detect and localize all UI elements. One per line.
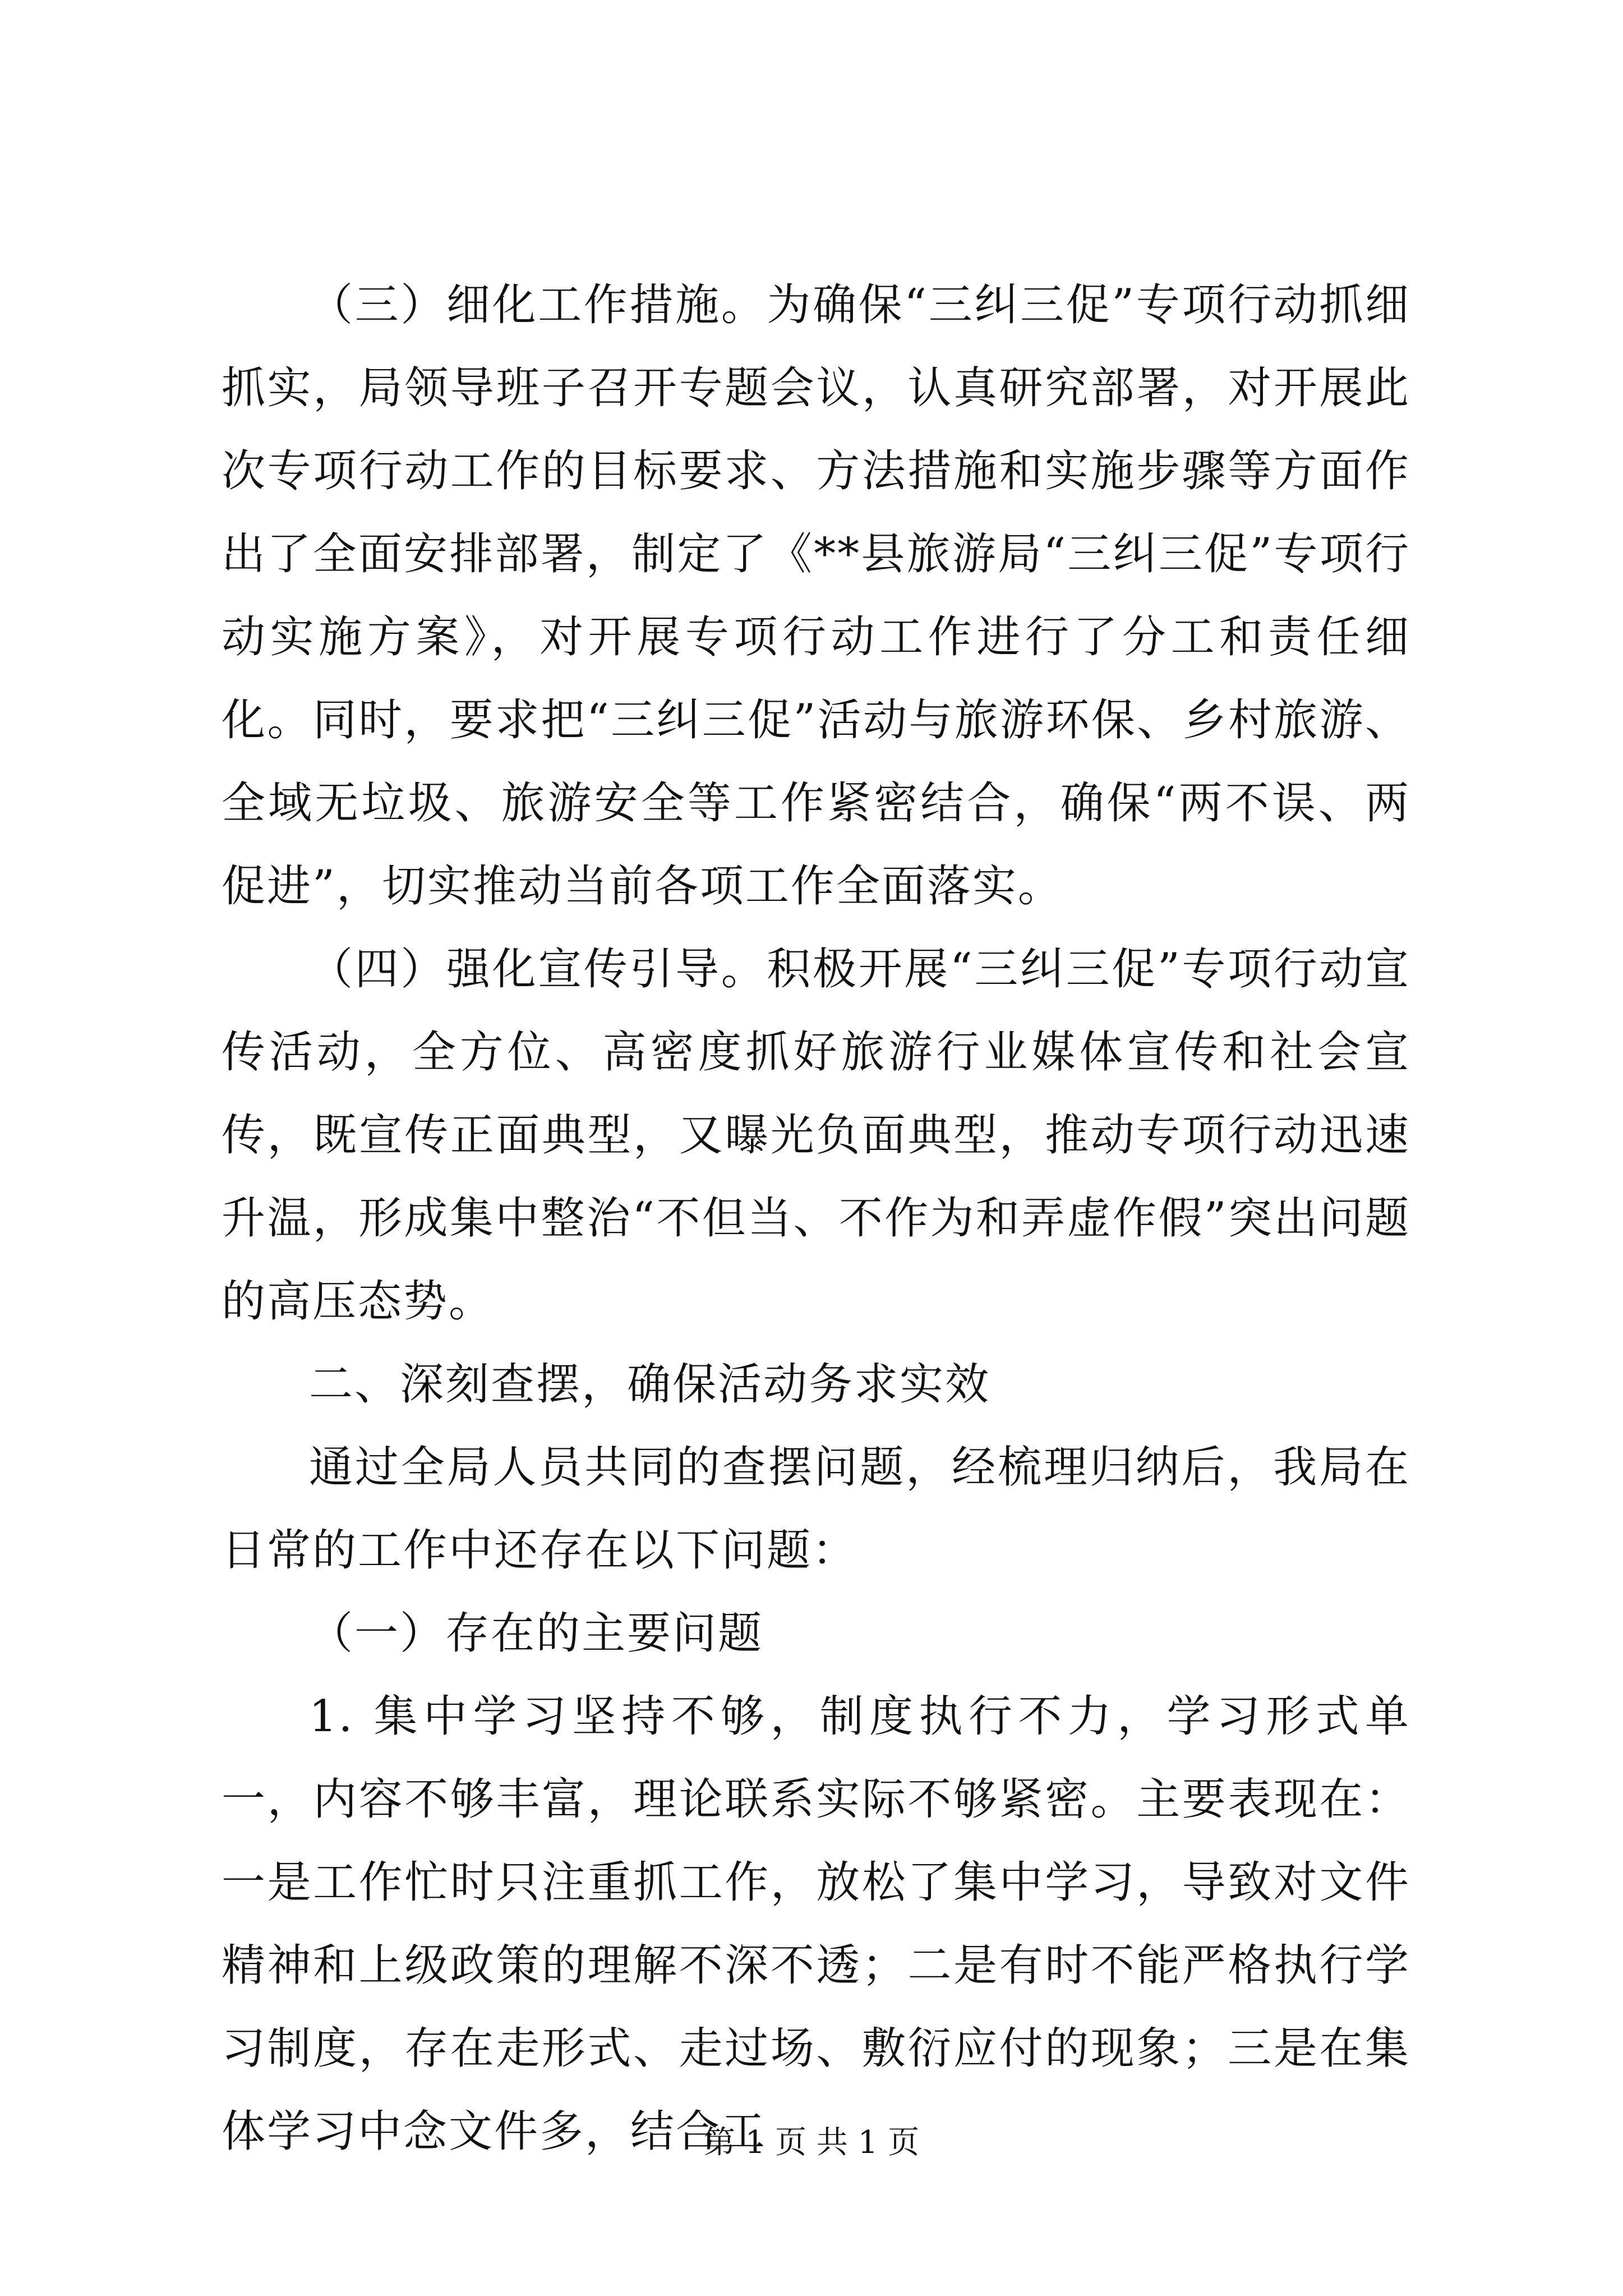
document-body: [222, 264, 1410, 2173]
heading-part-2: 二、深刻查摆，确保活动务求实效: [309, 1359, 991, 1410]
heading-subsection-1: （一）存在的主要问题: [309, 1608, 764, 1659]
page-footer: 第 1 页 共 1 页: [703, 2124, 920, 2161]
paragraph-item-1: 1. 集中学习坚持不够，制度执行不力，学习形式单一，内容不够丰富，理论联系实际不够紧密。主要表现在：一是工作忙时只注重抓工作，放松了集中学习，导致对文件精神和上级政策的理解不深不透；二是有时不能严格执行学习制度，存在走形式、走过场、敷衍应付的现象；三是在集体学习中念文件多，结合工: [222, 1691, 1410, 2157]
paragraph-section-3: （三）细化工作措施。为确保“三纠三促”专项行动抓细抓实，局领导班子召开专题会议，认真研究部署，对开展此次专项行动工作的目标要求、方法措施和实施步骤等方面作出了全面安排部署，制定了《**县旅游局“三纠三促”专项行动实施方案》，对开展专项行动工作进行了分工和责任细化。同时，要求把“三纠三促”活动与旅游环保、乡村旅游、全域无垃圾、旅游安全等工作紧密结合，确保“两不误、两促进”，切实推动当前各项工作全面落实。: [222, 280, 1410, 912]
paragraph-section-4: （四）强化宣传引导。积极开展“三纠三促”专项行动宣传活动，全方位、高密度抓好旅游行业媒体宣传和社会宣传，既宣传正面典型，又曝光负面典型，推动专项行动迅速升温，形成集中整治“不但当、不作为和弄虚作假”突出问题的高压态势。: [222, 944, 1410, 1327]
paragraph-intro: 通过全局人员共同的查摆问题，经梳理归纳后，我局在日常的工作中还存在以下问题：: [222, 1442, 1410, 1576]
